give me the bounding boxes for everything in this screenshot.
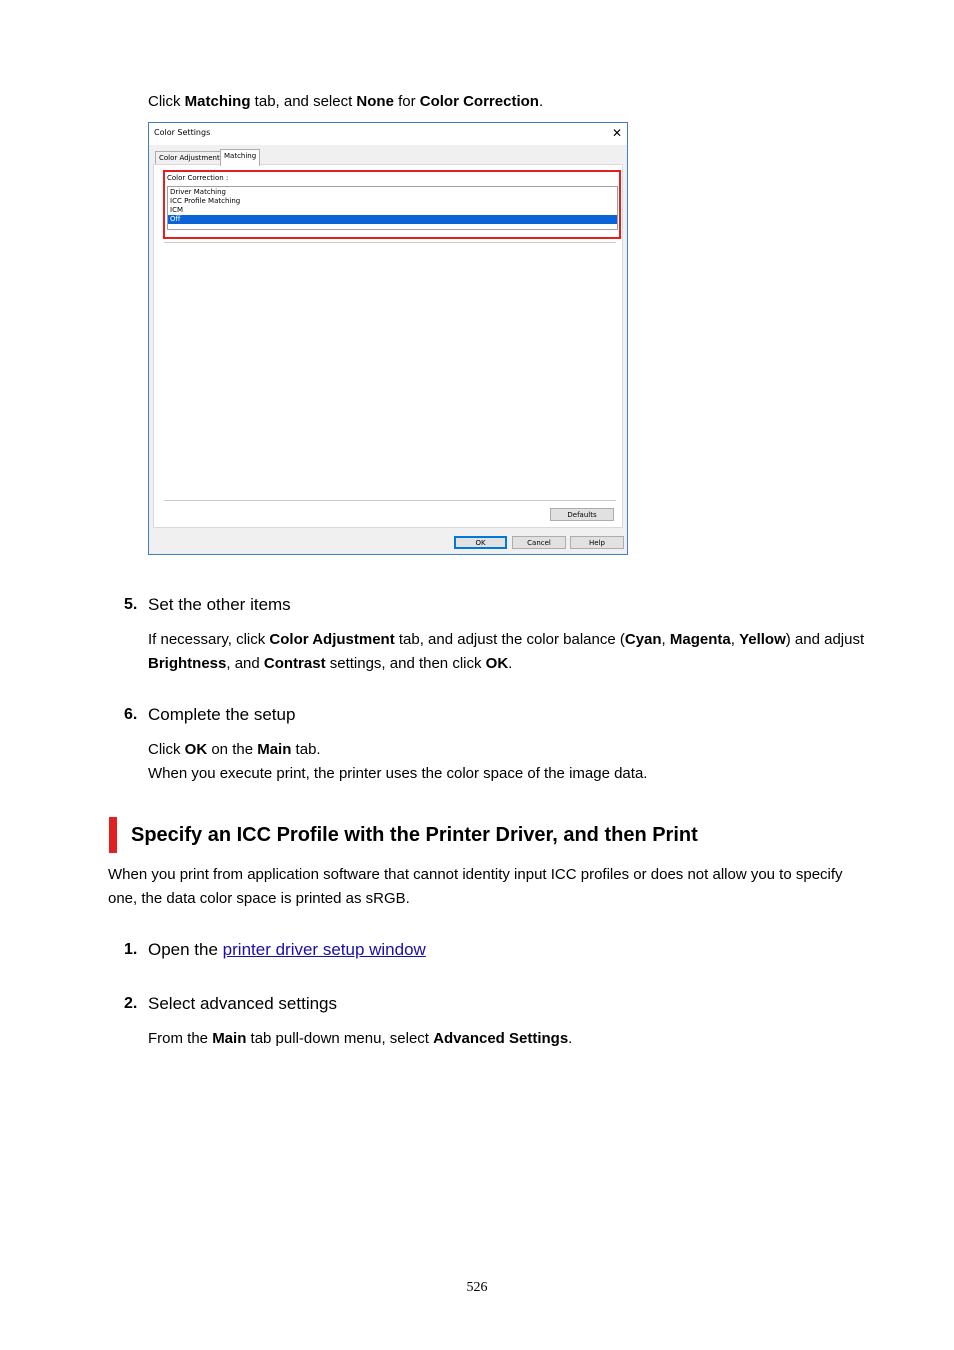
defaults-button[interactable]: Defaults [550,508,614,521]
close-icon[interactable]: ✕ [611,126,622,140]
step-5-description: If necessary, click Color Adjustment tab, and adjust the color balance (Cyan, Magenta, Yellow) and adjust Brightness, and Contrast settings, and then click OK. [148,631,865,672]
step-6-line-2: When you execute print, the printer uses the color space of the image data. [148,765,648,782]
list-item-driver-matching[interactable]: Driver Matching [170,188,226,196]
dialog-title: Color Settings [154,128,211,137]
sub-step-2-title: Select advanced settings [148,994,338,1013]
cancel-button[interactable]: Cancel [512,536,566,549]
matching-panel [153,164,623,528]
list-item-off-selected[interactable]: Off [168,215,617,224]
help-button[interactable]: Help [570,536,624,549]
tab-matching[interactable]: Matching [220,149,260,166]
sub-step-2-description: From the Main tab pull-down menu, select Advanced Settings. [148,1030,573,1047]
step-6-number: 6. [124,706,138,723]
color-correction-label: Color Correction : [167,174,229,182]
page-number: 526 [466,1280,488,1295]
ok-button[interactable]: OK [454,536,507,549]
list-item-icc-profile-matching[interactable]: ICC Profile Matching [170,197,241,205]
step-5-title: Set the other items [148,595,291,614]
printer-driver-setup-link[interactable]: printer driver setup window [222,940,426,959]
section-body: When you print from application software that cannot identity input ICC profiles or does not allow you to specify one, the data color space is printed as sRGB. [108,866,843,907]
panel-divider-bottom [164,500,616,502]
step-6-line-1: Click OK on the Main tab. [148,741,321,758]
sub-step-2-number: 2. [124,995,138,1012]
panel-divider-top [164,242,616,244]
section-accent-bar [109,817,117,853]
step-6-title: Complete the setup [148,705,296,724]
color-settings-dialog [148,122,628,555]
sub-step-1-title: Open the printer driver setup window [148,940,426,959]
intro-instruction: Click Matching tab, and select None for Color Correction. [148,93,544,110]
section-heading: Specify an ICC Profile with the Printer Driver, and then Print [131,824,698,846]
sub-step-1-number: 1. [124,941,138,958]
step-5-number: 5. [124,596,138,613]
color-correction-list[interactable] [167,186,618,230]
list-item-icm[interactable]: ICM [170,206,183,214]
dialog-titlebar [149,123,627,145]
tab-color-adjustment[interactable]: Color Adjustment [155,151,224,165]
